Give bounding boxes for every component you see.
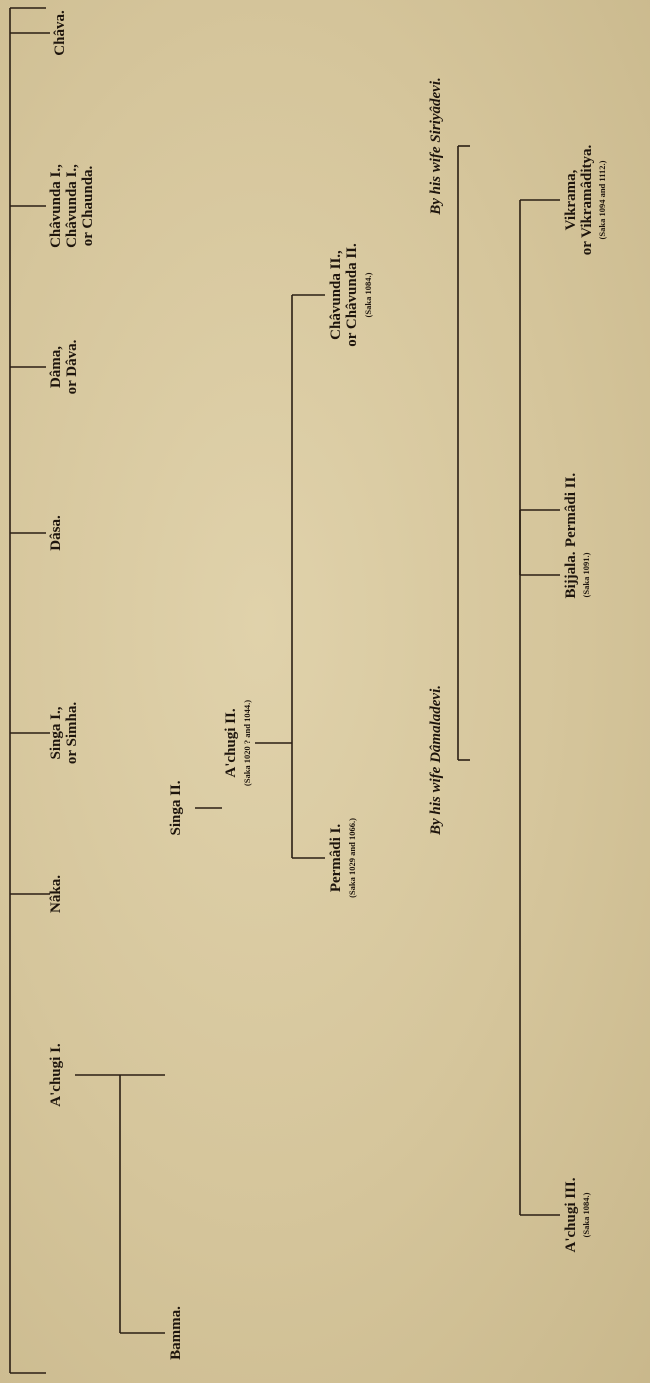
bijjala-date: (Saka 1091.) bbox=[581, 552, 591, 598]
chava-name: Châva. bbox=[52, 10, 68, 56]
singa2-name: Singa II. bbox=[168, 780, 184, 836]
singa1-name: Singa I., bbox=[48, 706, 64, 760]
permadi1-date: (Saka 1029 and 1066.) bbox=[347, 818, 357, 898]
wife-damaladevi-label: By his wife Dâmaladevi. bbox=[428, 685, 444, 835]
achugi3-date: (Saka 1084.) bbox=[581, 1192, 591, 1238]
wife-siriyadevi-label: By his wife Siriyâdevi. bbox=[428, 77, 444, 215]
achugi3-name: A'chugi III. bbox=[563, 1177, 579, 1253]
vikrama-alt: or Vikramâditya. bbox=[579, 144, 595, 256]
bijjala-name: Bijjala. bbox=[563, 551, 579, 599]
permadi1-name: Permâdi I. bbox=[328, 823, 344, 893]
chavunda2-alt: or Châvunda II. bbox=[344, 243, 360, 347]
dasa-name: Dâsa. bbox=[48, 515, 64, 551]
singa1-alt: or Simha. bbox=[64, 701, 80, 765]
bamma-name: Bamma. bbox=[168, 1306, 184, 1360]
dama-name: Dâma, bbox=[48, 345, 64, 389]
chavunda2-date: (Saka 1084.) bbox=[363, 272, 373, 318]
chavunda1-name: Châvunda I., bbox=[48, 164, 64, 248]
achugi2-name: A'chugi II. bbox=[223, 708, 239, 778]
permadi2-name: Permâdi II. bbox=[563, 472, 579, 548]
naka-name: Nâka. bbox=[48, 875, 64, 913]
chavunda2-name: Châvunda II., bbox=[328, 250, 344, 340]
achugi1-name: A'chugi I. bbox=[48, 1043, 64, 1107]
dama-alt: or Dâva. bbox=[64, 339, 80, 395]
chavunda1-alt: Châvunda I., bbox=[64, 164, 80, 248]
vikrama-date: (Saka 1094 and 1112.) bbox=[597, 160, 607, 240]
achugi2-date: (Saka 1020 ? and 1044.) bbox=[242, 699, 252, 787]
chavunda1-alt2: or Chaunda. bbox=[80, 165, 96, 247]
vikrama-name: Vikrama, bbox=[563, 169, 579, 231]
